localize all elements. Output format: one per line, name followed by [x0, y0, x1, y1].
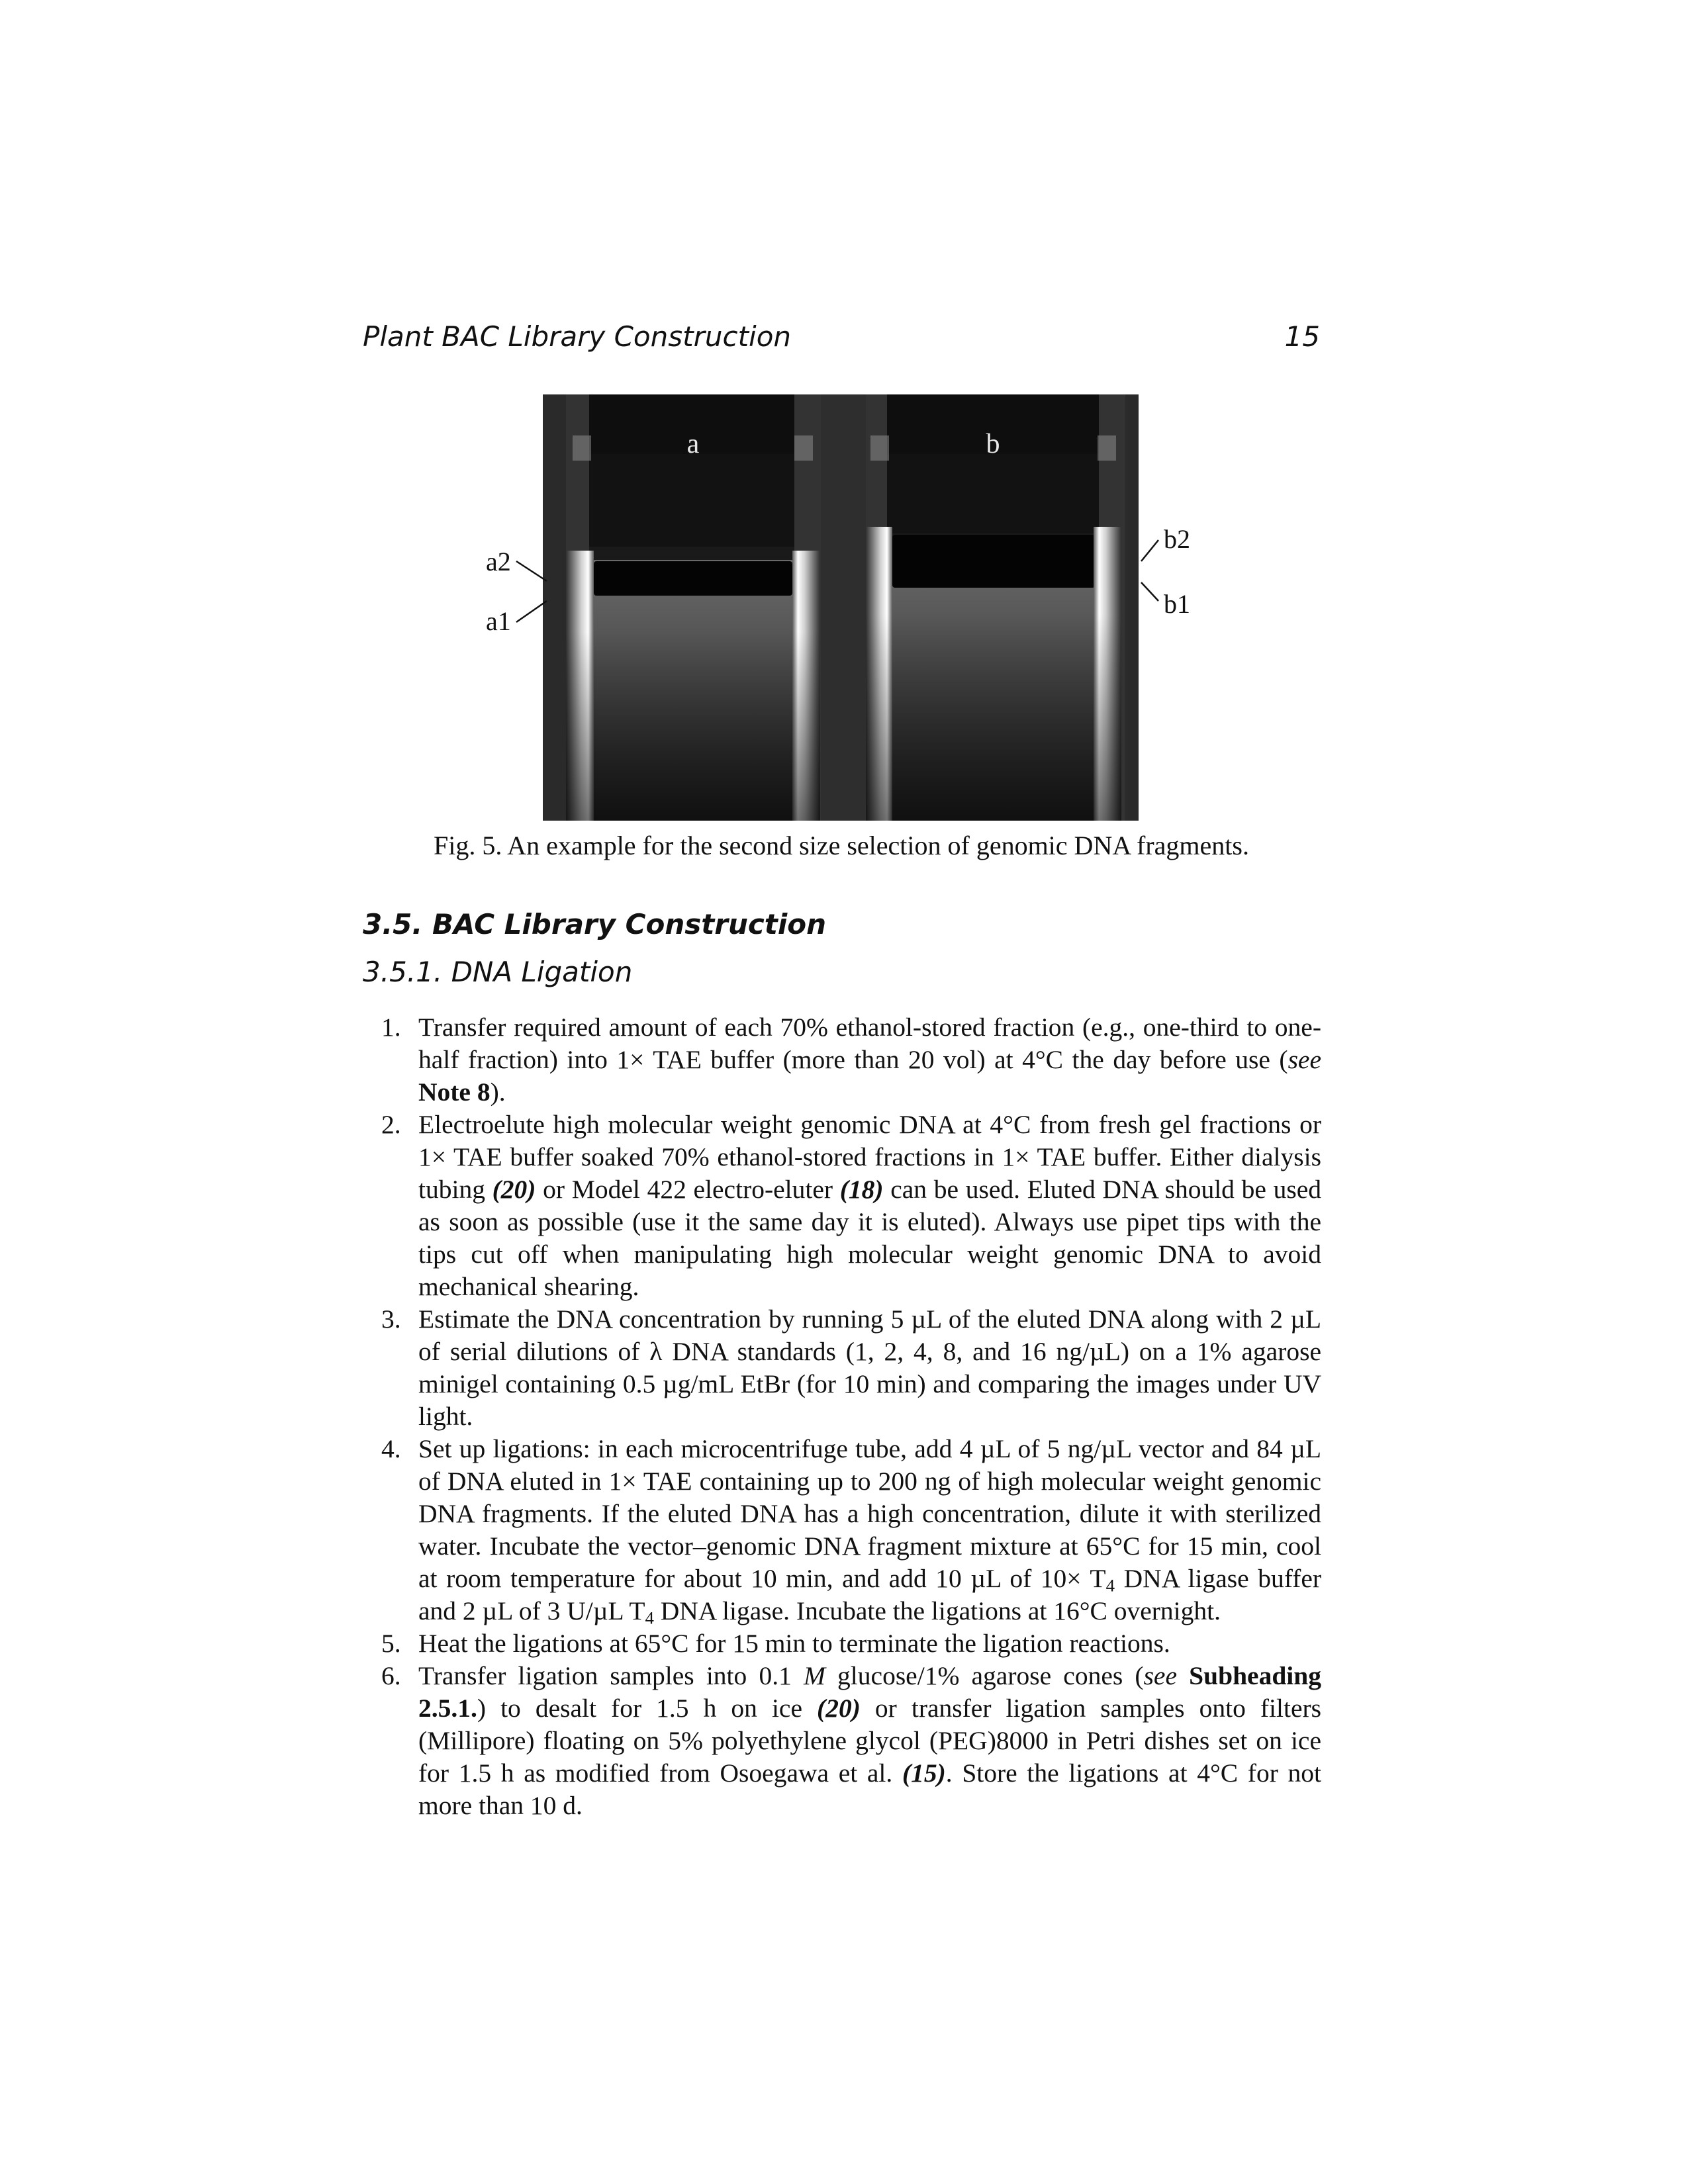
step-text: glucose/1% agarose cones (: [825, 1661, 1144, 1690]
step-text: ) to desalt for 1.5 h on ice: [477, 1694, 818, 1723]
figure-5: [463, 394, 1231, 821]
step-text: . Store the ligations at 4°C for not more than 10 d.: [418, 1758, 1321, 1820]
step-4: [363, 1433, 1321, 1627]
step-text: Estimate the DNA concentration by running 5 µL of the eluted DNA along with 2 µL of serial dilutions of λ DNA standards (1, 2, 4, 8, and 16 ng/µL) on a 1% agarose minigel containing 0.5 µg/mL EtBr (for 10 min) and comparing the images under UV light.: [418, 1304, 1321, 1431]
italic-unit: M: [803, 1661, 825, 1690]
step-text: or Model 422 electro-eluter: [536, 1175, 840, 1204]
figure-caption: Fig. 5. An example for the second size selection of genomic DNA fragments.: [434, 831, 1249, 860]
see-ref: see: [1143, 1661, 1177, 1690]
band-label-a2: a2: [486, 547, 511, 576]
step-text: ).: [490, 1077, 506, 1107]
step-text: Transfer ligation samples into 0.1: [418, 1661, 804, 1690]
gel-image: [463, 394, 1231, 821]
step-text: Transfer required amount of each 70% ethanol-stored fraction (e.g., one-third to one-half fraction) into 1× TAE buffer (more than 20 vol) at 4°C the day before use (: [418, 1013, 1321, 1074]
subscript: 4: [1105, 1575, 1115, 1596]
step-number: 5.: [381, 1629, 401, 1658]
subsection-heading: 3.5.1. DNA Ligation: [363, 956, 633, 988]
step-5: [363, 1627, 1321, 1660]
citation: (20): [492, 1175, 536, 1204]
step-number: 6.: [381, 1661, 401, 1690]
step-text: can be used. Eluted DNA should be used as soon as possible (use it the same day it is eluted). Always use pipet tips with the tips cut off when manipulating high molecular weight genomic DNA to avoid mechanical shearing.: [418, 1175, 1321, 1301]
step-text: DNA ligase buffer and 2 µL of 3 U/µL T: [418, 1564, 1322, 1625]
see-ref: see: [1288, 1045, 1321, 1074]
citation: (15): [902, 1758, 946, 1788]
step-3: [363, 1303, 1321, 1433]
procedure-steps: [363, 1011, 1321, 1822]
subheading-ref: Subheading 2.5.1.: [418, 1661, 1321, 1723]
step-text: Set up ligations: in each microcentrifuge tube, add 4 µL of 5 ng/µL vector and 84 µL of DNA eluted in 1× TAE containing up to 200 ng of high molecular weight genomic DNA fragments. If the eluted DNA has a high concentration, dilute it with sterilized water. Incubate the vector–genomic DNA fragment mixture at 65°C for 15 min, cool at room temperature for about 10 min, and add 10 µL of 10× T: [418, 1434, 1321, 1593]
step-1: [363, 1011, 1321, 1109]
step-2: [363, 1109, 1321, 1303]
band-label-b1: b1: [1164, 589, 1190, 619]
step-number: 3.: [381, 1304, 401, 1334]
subscript: 4: [645, 1608, 654, 1628]
running-head: [363, 320, 1320, 353]
lane-label-a: a: [686, 429, 700, 459]
note-ref: Note 8: [418, 1077, 491, 1107]
step-text: Electroelute high molecular weight genomic DNA at 4°C from fresh gel fractions or 1× TAE buffer soaked 70% ethanol-stored fractions in 1× TAE buffer. Either dialysis tubing: [418, 1110, 1321, 1204]
citation: (18): [839, 1175, 884, 1204]
step-text: or transfer ligation samples onto filters (Millipore) floating on 5% polyethylene glycol (PEG)8000 in Petri dishes set on ice for 1.5 h as modified from Osoegawa et al.: [418, 1694, 1322, 1788]
band-label-b2: b2: [1164, 524, 1190, 554]
lane-label-b: b: [986, 429, 1000, 459]
section-heading: 3.5. BAC Library Construction: [363, 908, 827, 940]
space: [1177, 1661, 1189, 1690]
step-6: [363, 1660, 1321, 1822]
step-text: Heat the ligations at 65°C for 15 min to terminate the ligation reactions.: [418, 1629, 1170, 1658]
band-label-a1: a1: [486, 606, 511, 636]
page-number: 15: [1284, 320, 1320, 353]
step-number: 4.: [381, 1434, 401, 1463]
running-title: Plant BAC Library Construction: [363, 320, 792, 353]
citation: (20): [817, 1694, 861, 1723]
step-number: 2.: [381, 1110, 401, 1139]
step-number: 1.: [381, 1013, 401, 1042]
step-text: DNA ligase. Incubate the ligations at 16°C overnight.: [653, 1596, 1221, 1625]
